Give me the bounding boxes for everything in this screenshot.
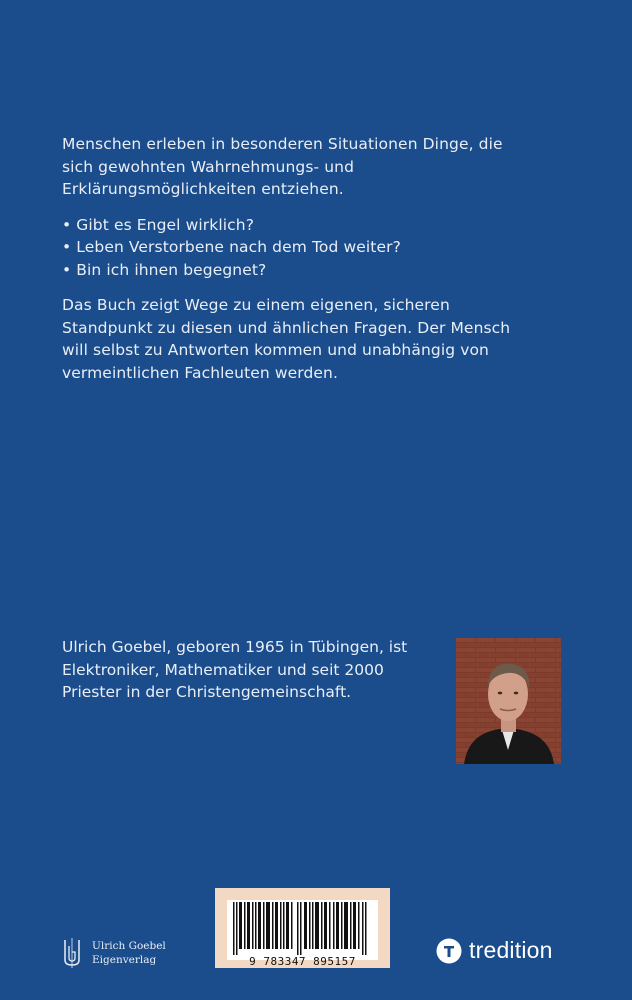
publisher-monogram-icon	[62, 938, 82, 968]
publisher-line2: Eigenverlag	[92, 954, 157, 966]
blurb-intro: Menschen erleben in besonderen Situationen Dinge, die sich gewohnten Wahrnehmungs- und Erklärungsmöglichkeiten entziehen.	[62, 135, 503, 198]
question-item: • Gibt es Engel wirklich?	[62, 214, 532, 237]
tredition-logo	[436, 937, 553, 964]
back-cover-blurb	[62, 133, 532, 397]
author-bio: Ulrich Goebel, geboren 1965 in Tübingen, ist Elektroniker, Mathematiker und seit 2000 Priester in der Christengemeinschaft.	[62, 638, 408, 701]
isbn-number: 9 783347 895157	[249, 955, 356, 968]
tredition-icon	[436, 938, 462, 964]
barcode-panel	[215, 888, 390, 968]
publisher-line1: Ulrich Goebel	[92, 940, 166, 952]
publisher-logo	[62, 938, 166, 968]
barcode-bars	[227, 900, 378, 955]
author-photo	[456, 638, 561, 764]
question-list	[62, 214, 532, 282]
blurb-body: Das Buch zeigt Wege zu einem eigenen, sicheren Standpunkt zu diesen und ähnlichen Fragen. Der Mensch will selbst zu Antworten kommen und unabhängig von vermeintlichen Fachleuten werden.	[62, 296, 511, 382]
question-item: • Leben Verstorbene nach dem Tod weiter?	[62, 236, 532, 259]
question-item: • Bin ich ihnen begegnet?	[62, 259, 532, 282]
tredition-wordmark: tredition	[469, 937, 553, 963]
publisher-name	[92, 939, 166, 967]
barcode	[227, 900, 378, 968]
author-portrait-image	[456, 638, 561, 764]
